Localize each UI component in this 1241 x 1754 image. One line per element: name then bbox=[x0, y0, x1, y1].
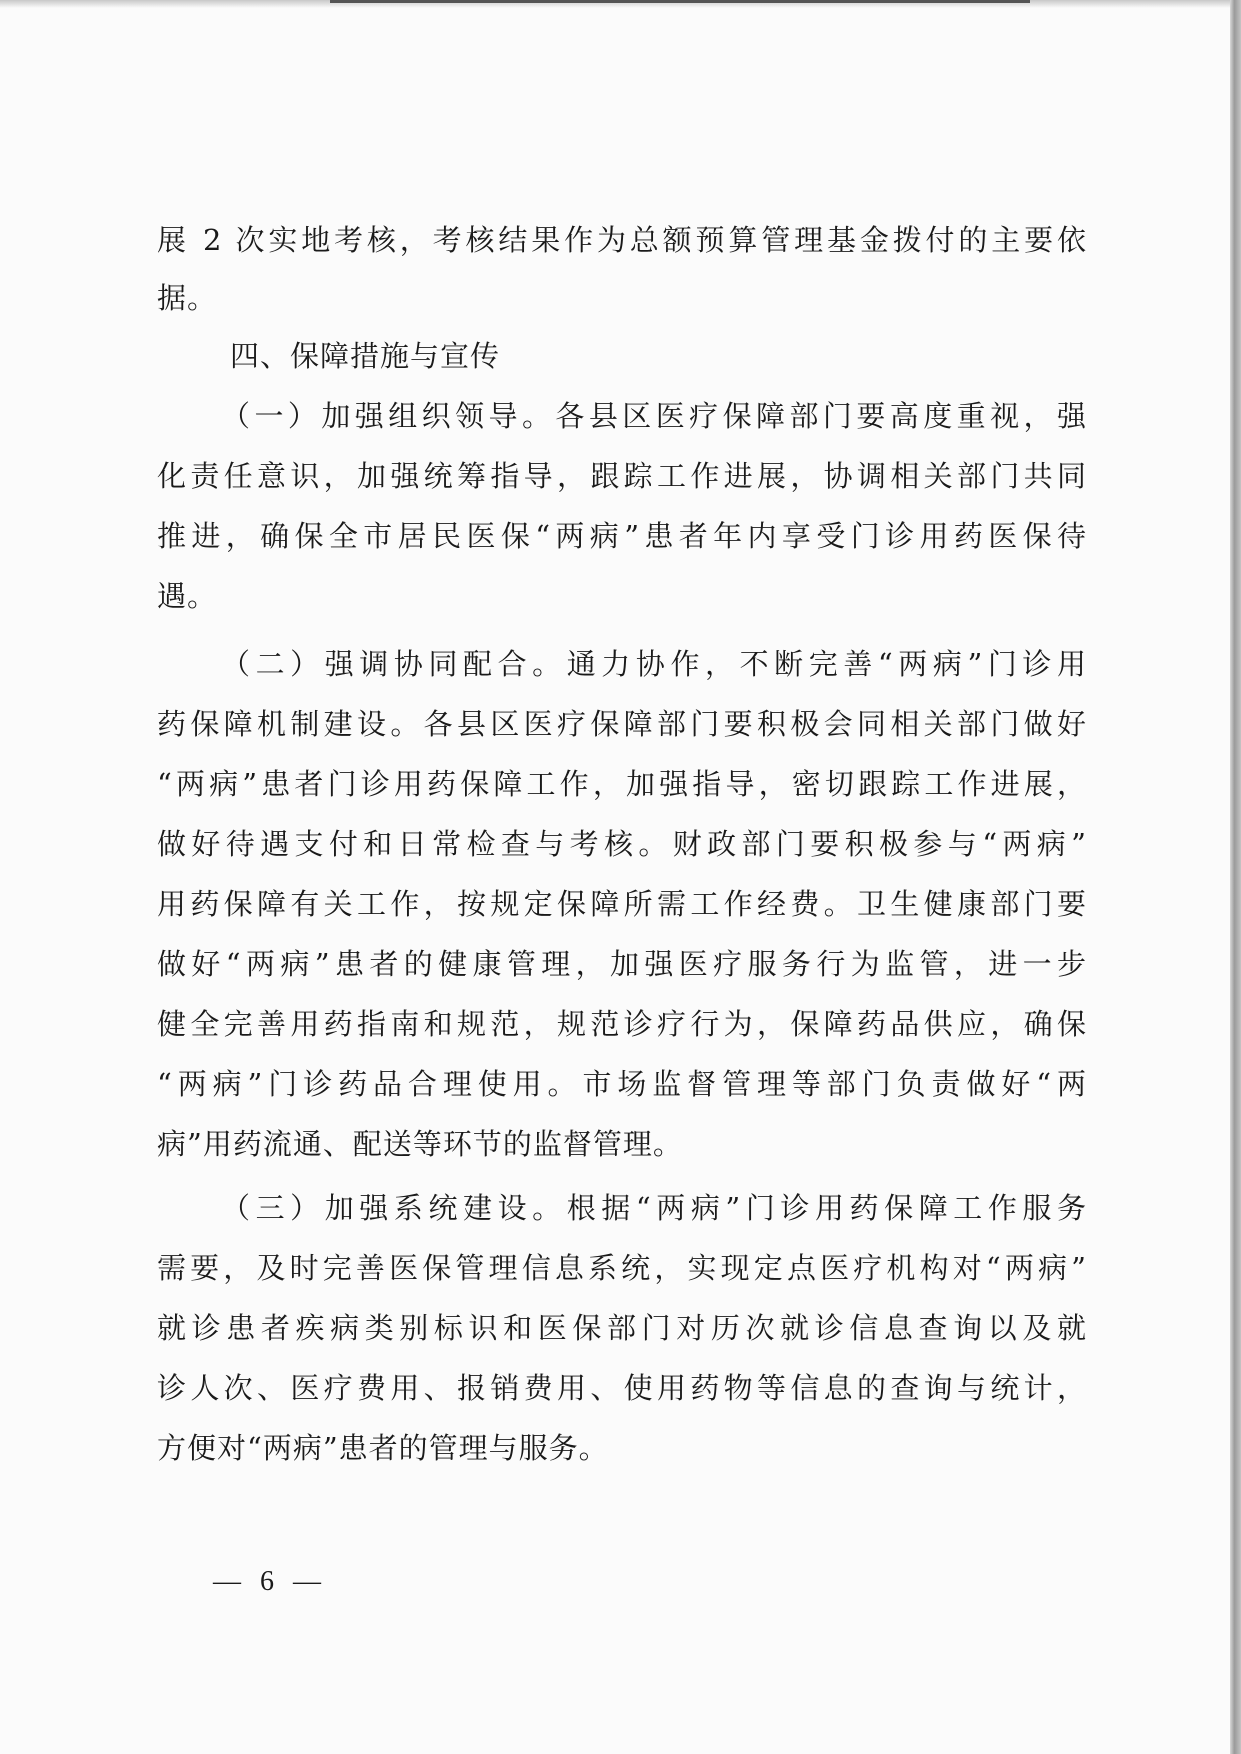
section-heading: 四、保障措施与宣传 bbox=[230, 339, 501, 373]
paragraph-line: 据。 bbox=[157, 281, 218, 315]
paragraph-line: （二）强调协同配合。通力协作，不断完善“两病”门诊用 bbox=[221, 647, 1087, 681]
paragraph-line: “两病”门诊药品合理使用。市场监督管理等部门负责做好“两 bbox=[157, 1067, 1087, 1101]
paragraph-line: 诊人次、医疗费用、报销费用、使用药物等信息的查询与统计， bbox=[157, 1371, 1087, 1405]
paragraph-line: 需要，及时完善医保管理信息系统，实现定点医疗机构对“两病” bbox=[157, 1251, 1087, 1285]
paragraph-line: 展 2 次实地考核，考核结果作为总额预算管理基金拨付的主要依 bbox=[157, 223, 1087, 257]
paragraph-line: 做好“两病”患者的健康管理，加强医疗服务行为监管，进一步 bbox=[157, 947, 1087, 981]
paragraph-line: 健全完善用药指南和规范，规范诊疗行为，保障药品供应，确保 bbox=[157, 1007, 1087, 1041]
scan-right-edge bbox=[1230, 0, 1241, 1754]
paragraph-line: 推进，确保全市居民医保“两病”患者年内享受门诊用药医保待 bbox=[157, 519, 1087, 553]
paragraph-line: “两病”患者门诊用药保障工作，加强指导，密切跟踪工作进展， bbox=[157, 767, 1087, 801]
paragraph-line: （三）加强系统建设。根据“两病”门诊用药保障工作服务 bbox=[221, 1191, 1087, 1225]
paragraph-line: 药保障机制建设。各县区医疗保障部门要积极会同相关部门做好 bbox=[157, 707, 1087, 741]
paragraph-line: 方便对“两病”患者的管理与服务。 bbox=[157, 1431, 609, 1465]
paragraph-line: （一）加强组织领导。各县区医疗保障部门要高度重视，强 bbox=[221, 399, 1087, 433]
paragraph-line: 病”用药流通、配送等环节的监督管理。 bbox=[157, 1127, 683, 1161]
scan-top-edge bbox=[330, 0, 1030, 3]
paragraph-line: 做好待遇支付和日常检查与考核。财政部门要积极参与“两病” bbox=[157, 827, 1087, 861]
page-number: — 6 — bbox=[213, 1566, 327, 1597]
paragraph-line: 遇。 bbox=[157, 579, 218, 613]
paragraph-line: 化责任意识，加强统筹指导，跟踪工作进展，协调相关部门共同 bbox=[157, 459, 1087, 493]
paragraph-line: 就诊患者疾病类别标识和医保部门对历次就诊信息查询以及就 bbox=[157, 1311, 1087, 1345]
paragraph-line: 用药保障有关工作，按规定保障所需工作经费。卫生健康部门要 bbox=[157, 887, 1087, 921]
